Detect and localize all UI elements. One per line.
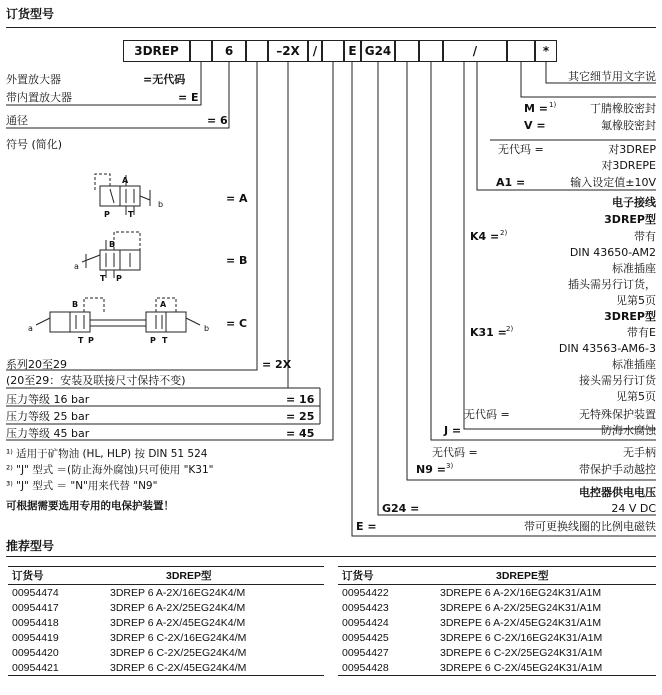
code-cell-2x: –2X — [268, 40, 308, 62]
k31-type: 3DREP型 — [604, 310, 656, 323]
a1-code: A1 = — [496, 176, 526, 189]
size-label: 通径 — [6, 114, 28, 127]
recommended-title: 推荐型号 — [6, 539, 55, 553]
none3-text: 无手柄 — [623, 446, 656, 459]
model: 3DREPE 6 C-2X/25EG24K31/A1M — [440, 646, 603, 659]
model: 3DREP 6 A-2X/25EG24K4/M — [110, 601, 246, 614]
table-header: 订货号 — [338, 567, 436, 585]
j-code: J = — [444, 424, 462, 437]
code-cell-slash2: / — [443, 40, 507, 62]
table-row — [8, 600, 324, 615]
footnote-protection: 可根据需要选用专用的电保护装置！ — [6, 500, 174, 512]
n9-text: 带保护手动越控 — [579, 463, 656, 476]
p45-label: 压力等级 45 bar — [6, 427, 90, 440]
table-row — [338, 600, 656, 615]
order-no: 00954474 — [12, 586, 59, 599]
table-3drep — [8, 566, 324, 676]
k31-line-3: 标准插座 — [612, 358, 656, 371]
model: 3DREP 6 A-2X/45EG24K4/M — [110, 616, 246, 629]
sym-c-sol-b: b — [204, 324, 210, 333]
table-header: 3DREP型 — [106, 567, 324, 585]
table-header: 订货号 — [8, 567, 106, 585]
none-code-3: 无代码 = — [432, 446, 478, 459]
code-cell-series: 3DREP — [123, 40, 190, 62]
sym-b-sol-a: a — [74, 262, 79, 271]
k31-line-4: 接头需另行订货 — [579, 374, 656, 387]
k4-line-2: DIN 43650-AM2 — [569, 246, 656, 259]
k31-code: K31 = — [470, 326, 507, 339]
k4-line-1: 带有 — [634, 230, 656, 243]
g24-text: 24 V DC — [611, 502, 656, 515]
seal-m-sup: 1) — [549, 101, 557, 109]
order-no: 00954419 — [12, 631, 59, 644]
n9-sup: 3) — [446, 462, 454, 470]
seal-m-text: 丁腈橡胶密封 — [590, 102, 656, 115]
none-code-2: 无代码 = — [464, 408, 510, 421]
g24-code: G24 = — [382, 502, 420, 515]
k31-line-2: DIN 43563-AM6-3 — [558, 342, 656, 355]
amp-int-label: 带内置放大器 — [6, 91, 72, 104]
supply-heading: 电控器供电电压 — [579, 486, 656, 499]
k4-sup: 2) — [500, 229, 508, 237]
p25-code: = 25 — [286, 410, 315, 423]
k31-line-1: 带有E — [627, 326, 656, 339]
model: 3DREPE 6 A-2X/25EG24K31/A1M — [440, 601, 602, 614]
p16-code: = 16 — [286, 393, 315, 406]
footnote-3: ³⁾ "J" 型式 ＝ "N"用来代替 "N9" — [6, 480, 158, 492]
sym-a-port-a: A — [122, 176, 129, 185]
none2-text: 无特殊保护装置 — [579, 408, 656, 421]
sym-a-code: = A — [226, 192, 248, 205]
series-label: 系列20至29 — [6, 358, 67, 371]
sym-c-port-p1: P — [88, 336, 94, 345]
k4-line-4: 插头需另行订货， — [568, 278, 656, 291]
symbol-c-diagram — [36, 298, 200, 332]
n9-code: N9 = — [416, 463, 446, 476]
series-note: (20至29：安装及联接尺寸保持不变) — [6, 374, 186, 387]
k31-line-5: 见第5页 — [616, 390, 656, 403]
sym-a-sol-b: b — [158, 200, 164, 209]
symbol-label: 符号 (简化) — [6, 138, 63, 151]
order-no: 00954425 — [342, 631, 389, 644]
sym-c-port-t1: T — [78, 336, 84, 345]
order-no: 00954424 — [342, 616, 389, 629]
order-no: 00954423 — [342, 601, 389, 614]
footnote-2: ²⁾ "J" 型式 ＝(防止海外腐蚀)只可使用 "K31" — [6, 464, 214, 476]
sym-b-port-p: P — [116, 274, 122, 283]
k4-type: 3DREP型 — [604, 213, 656, 226]
model: 3DREPE 6 A-2X/16EG24K31/A1M — [440, 586, 602, 599]
sym-c-port-t2: T — [162, 336, 168, 345]
other-details: 其它细节用文字说 — [568, 70, 656, 83]
k4-code: K4 = — [470, 230, 500, 243]
amp-int-code: = E — [178, 91, 199, 104]
order-no: 00954421 — [8, 660, 106, 676]
seal-v-text: 氟橡胶密封 — [601, 119, 656, 132]
model: 3DREPE 6 C-2X/16EG24K31/A1M — [440, 631, 603, 644]
recommended-rule — [6, 556, 656, 557]
page-title: 订货型号 — [6, 7, 55, 21]
e-code: E = — [356, 520, 377, 533]
table-row — [8, 660, 324, 676]
size-code: = 6 — [207, 114, 228, 127]
elec-heading: 电子接线 — [612, 196, 656, 209]
none-code-1: 无代玛 = — [498, 143, 544, 156]
k4-line-5: 见第5页 — [616, 294, 656, 307]
for-3drep: 对3DREP — [608, 143, 656, 156]
sym-b-port-t: T — [100, 274, 106, 283]
table-row — [338, 615, 656, 630]
order-no: 00954422 — [342, 586, 389, 599]
sym-b-port-b: B — [109, 240, 116, 249]
table-3drepe — [338, 566, 656, 676]
table-row — [338, 630, 656, 645]
sym-c-port-b: B — [72, 300, 79, 309]
sym-c-sol-a: a — [28, 324, 33, 333]
sym-a-port-p: P — [104, 210, 110, 219]
amp-ext-code: =无代码 — [143, 73, 186, 86]
order-no: 00954427 — [342, 646, 389, 659]
seal-v-code: V = — [524, 119, 546, 132]
p16-label: 压力等级 16 bar — [6, 393, 90, 406]
model: 3DREPE 6 A-2X/45EG24K31/A1M — [440, 616, 602, 629]
a1-text: 输入设定值±10V — [570, 176, 656, 189]
series-code: = 2X — [262, 358, 292, 371]
sym-c-code: = C — [226, 317, 248, 330]
order-no: 00954420 — [12, 646, 59, 659]
table-row — [8, 630, 324, 645]
for-3drepe: 对3DREPE — [601, 159, 656, 172]
table-row — [338, 585, 656, 601]
table-row — [8, 615, 324, 630]
model: 3DREP 6 C-2X/45EG24K4/M — [106, 660, 324, 676]
model: 3DREPE 6 C-2X/45EG24K31/A1M — [436, 660, 656, 676]
amp-ext-label: 外置放大器 — [6, 73, 61, 86]
code-cell-size: 6 — [212, 40, 246, 62]
sym-c-port-a: A — [160, 300, 167, 309]
table-row — [338, 645, 656, 660]
code-cell-slash1: / — [308, 40, 322, 62]
p45-code: = 45 — [286, 427, 315, 440]
sym-a-port-t: T — [128, 210, 134, 219]
model: 3DREP 6 C-2X/25EG24K4/M — [110, 646, 247, 659]
code-cell-e: E — [344, 40, 361, 62]
model: 3DREP 6 C-2X/16EG24K4/M — [110, 631, 247, 644]
table-row — [8, 645, 324, 660]
table-row — [8, 585, 324, 601]
model: 3DREP 6 A-2X/16EG24K4/M — [110, 586, 246, 599]
order-no: 00954417 — [12, 601, 59, 614]
p25-label: 压力等级 25 bar — [6, 410, 90, 423]
table-header: 3DREPE型 — [436, 567, 656, 585]
order-no: 00954428 — [338, 660, 436, 676]
footnote-1: ¹⁾ 适用于矿物油 (HL, HLP) 按 DIN 51 524 — [6, 448, 208, 460]
e-text: 带可更换线圈的比例电磁铁 — [524, 520, 656, 533]
k31-sup: 2) — [506, 325, 514, 333]
code-cell-g24: G24 — [361, 40, 395, 62]
k4-line-3: 标准插座 — [612, 262, 656, 275]
sym-c-port-p2: P — [150, 336, 156, 345]
table-row — [338, 660, 656, 676]
sym-b-code: = B — [226, 254, 248, 267]
seal-m-code: M = — [524, 102, 548, 115]
order-no: 00954418 — [12, 616, 59, 629]
j-text: 防海水腐蚀 — [601, 424, 656, 437]
code-cell-star: * — [535, 40, 557, 62]
